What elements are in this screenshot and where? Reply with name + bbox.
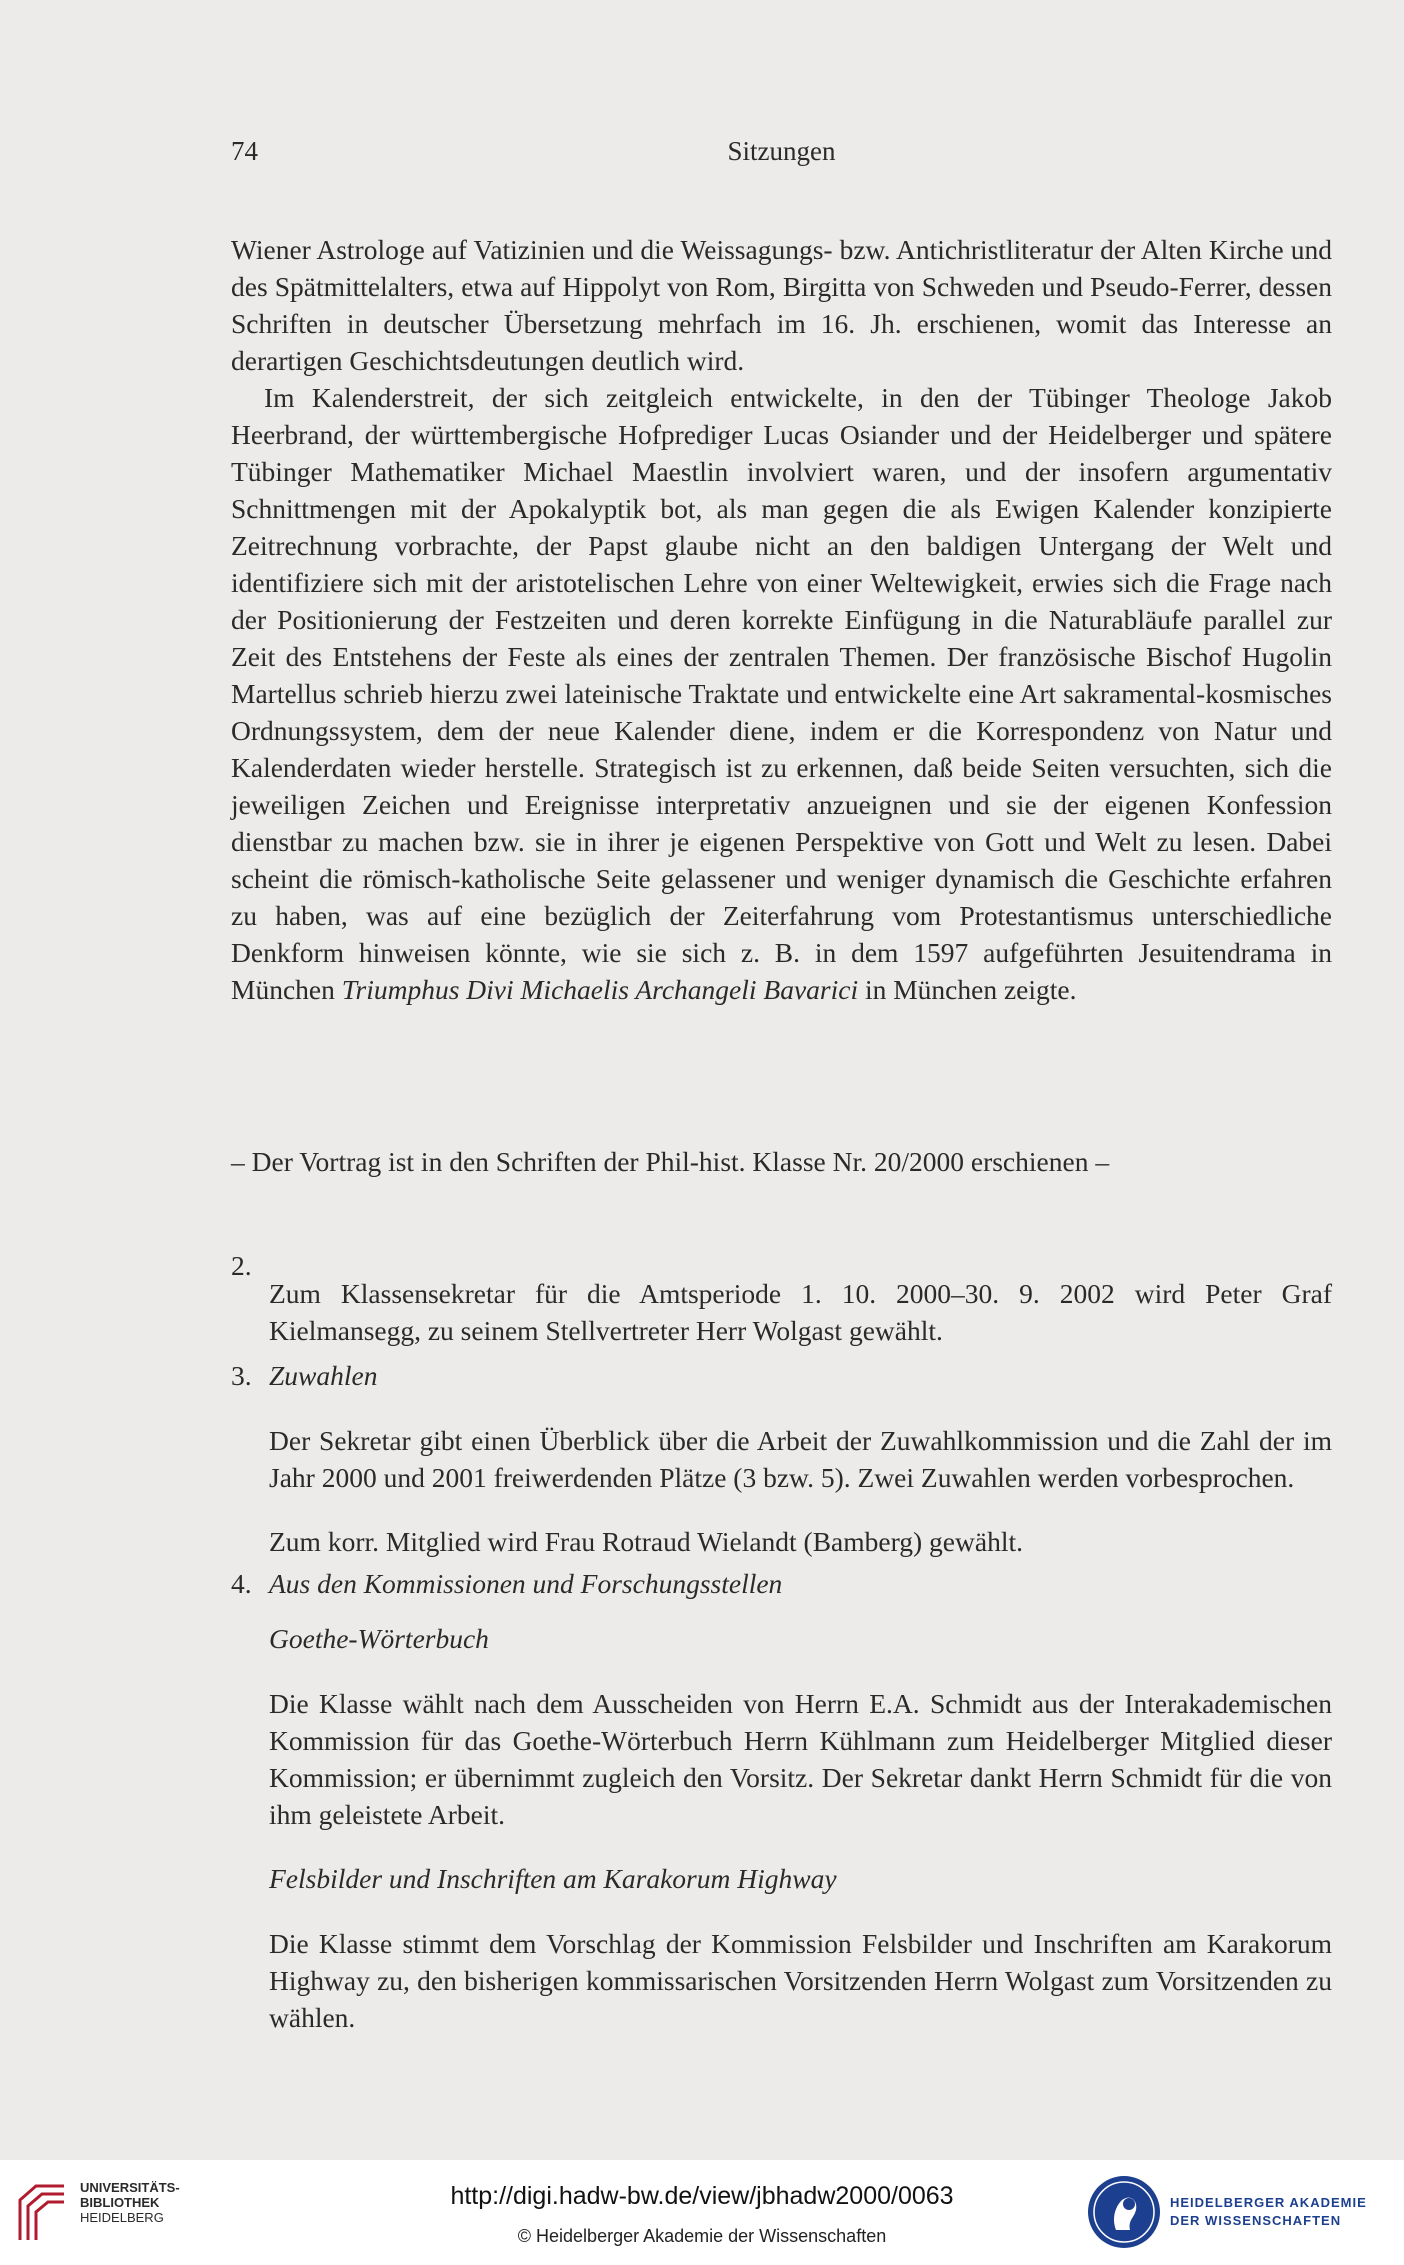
copyright-notice: © Heidelberger Akademie der Wissenschaften bbox=[517, 2226, 887, 2246]
body-text bbox=[231, 231, 1332, 1008]
drama-title: Triumphus Divi Michaelis Archangeli Bavarici bbox=[341, 974, 859, 1005]
item-text: Zum Klassensekretar für die Amtsperiode 1. 10. 2000–30. 9. 2002 wird Peter Graf Kielmansegg, zu seinem Stellvertreter Herr Wolgast gewählt. bbox=[269, 1277, 1332, 1346]
subsection-goethe bbox=[269, 1620, 1332, 1833]
item-3 bbox=[231, 1357, 1332, 1588]
subsection-heading: Felsbilder und Inschriften am Karakorum Highway bbox=[269, 1863, 837, 1894]
subsection-karakorum bbox=[269, 1860, 1332, 2036]
subsection-text: Die Klasse stimmt dem Vorschlag der Kommission Felsbilder und Inschriften am Karakorum Highway zu, den bisherigen kommissarischen Vorsitzenden Herrn Wolgast zum Vorsitzenden zu wählen. bbox=[269, 1927, 1332, 2033]
item-heading: Aus den Kommissionen und Forschungsstellen bbox=[269, 1568, 783, 1599]
item-heading: Zuwahlen bbox=[269, 1360, 378, 1391]
item-number: 2. bbox=[231, 1250, 252, 1281]
paragraph bbox=[231, 379, 1332, 1008]
item-text: Der Sekretar gibt einen Überblick über die Arbeit der Zuwahlkommission und die Zahl der im Jahr 2000 und 2001 freiwerdenden Plätze (3 bzw. 5). Zwei Zuwahlen werden vorbesprochen. bbox=[269, 1424, 1332, 1493]
item-text-2: Zum korr. Mitglied wird Frau Rotraud Wielandt (Bamberg) gewählt. bbox=[269, 1526, 1023, 1557]
page-number: 74 bbox=[231, 136, 258, 166]
academy-line: HEIDELBERGER AKADEMIE bbox=[1170, 2195, 1367, 2210]
academy-seal-icon bbox=[1086, 2174, 1162, 2250]
subsection-text: Die Klasse wählt nach dem Ausscheiden von Herrn E.A. Schmidt aus der Interakademischen Kommission für das Goethe-Wörterbuch Herrn Kühlmann zum Heidelberger Mitglied dieser Kommission; er übernimmt zugleich den Vorsitz. Der Sekretar dankt Herrn Schmidt für die von ihm geleistete Arbeit. bbox=[269, 1687, 1332, 1830]
running-header bbox=[231, 136, 1332, 176]
paragraph-tail: in München zeigte. bbox=[858, 974, 1077, 1005]
academy-line: DER WISSENSCHAFTEN bbox=[1170, 2213, 1342, 2228]
note-text: – Der Vortrag ist in den Schriften der Phil-hist. Klasse Nr. 20/2000 erschienen – bbox=[231, 1146, 1110, 1177]
subsection-heading: Goethe-Wörterbuch bbox=[269, 1623, 489, 1654]
running-title: Sitzungen bbox=[727, 136, 836, 166]
paragraph-text: Im Kalenderstreit, der sich zeitgleich entwickelte, in den der Tübinger Theologe Jakob Heerbrand, der württembergische Hofprediger Lucas Osiander und der Heidelberger und spätere Tübinger Mathematiker Michael Maestlin involviert waren, und der insofern argumentativ Schnittmengen mit der Apokalyptik bot, als man gegen die als Ewigen Kalender konzipierte Zeitrechnung vorbrachte, der Papst glaube nicht an den baldigen Untergang der Welt und identifiziere sich mit der aristotelischen Lehre von einer Weltewigkeit, erwies sich die Frage nach der Positionierung der Festzeiten und deren korrekte Einfügung in die Naturabläufe parallel zur Zeit des Entstehens der Feste als eines der zentralen Themen. Der französische Bischof Hugolin Martellus schrieb hierzu zwei lateinische Traktate und entwickelte eine Art sakramental-kosmisches Ordnungssystem, dem der neue Kalender diene, indem er die Korrespondenz von Natur und Kalenderdaten wieder herstelle. Strategisch ist zu erkennen, daß beide Seiten versuchten, sich die jeweiligen Zeichen und Ereignisse interpretativ anzueignen und sie der eigenen Konfession dienstbar zu machen bzw. sie in ihrer je eigenen Perspektive von Gott und Welt zu lesen. Dabei scheint die römisch-katholische Seite gelassener und weniger dynamisch die Geschichte erfahren zu haben, was auf eine bezüglich der Zeiterfahrung vom Protestantismus unterschiedliche Denkform hinweisen könnte, wie sie sich z. B. in dem 1597 aufgeführten Jesuitendrama in München bbox=[231, 382, 1332, 1005]
lecture-note bbox=[231, 1143, 1332, 1180]
library-line: HEIDELBERG bbox=[80, 2210, 164, 2225]
item-4 bbox=[231, 1565, 1332, 2063]
library-line: UNIVERSITÄTS- bbox=[80, 2180, 180, 2195]
paragraph: Wiener Astrologe auf Vatizinien und die Weissagungs- bzw. Antichristliteratur der Alten Kirche und des Spätmittelalters, etwa auf Hippolyt von Rom, Birgitta von Schweden und Pseudo-Ferrer, dessen Schriften in deutscher Übersetzung mehrfach im 16. Jh. erschienen, womit das Interesse an derartigen Geschichtsdeutungen deutlich wird. bbox=[231, 234, 1332, 376]
source-url-link[interactable]: http://digi.hadw-bw.de/view/jbhadw2000/0063 bbox=[450, 2182, 954, 2210]
library-line: BIBLIOTHEK bbox=[80, 2195, 160, 2210]
item-number: 3. bbox=[231, 1360, 252, 1391]
item-number: 4. bbox=[231, 1568, 252, 1599]
academy-name bbox=[1170, 2194, 1367, 2230]
footer-bar bbox=[0, 2160, 1404, 2265]
